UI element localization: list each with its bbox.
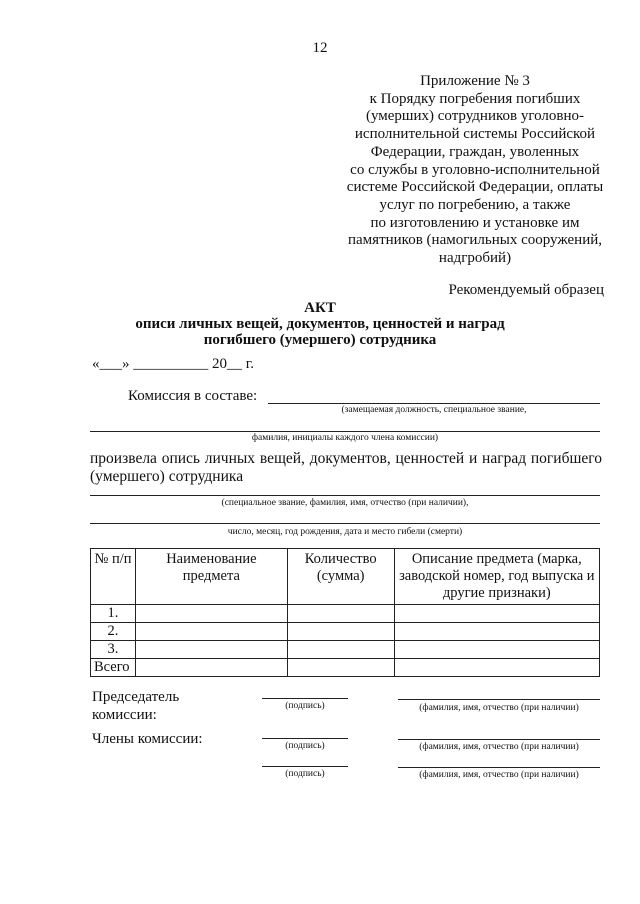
employee-input-line[interactable]: [90, 495, 600, 496]
commission-input-line[interactable]: [90, 431, 600, 432]
chairman-signature-line[interactable]: [262, 698, 348, 699]
appendix-line: (умерших) сотрудников уголовно-: [365, 108, 585, 125]
table-row: [91, 623, 600, 641]
row-quantity-cell[interactable]: [287, 605, 394, 623]
document-subtitle: описи личных вещей, документов, ценностей и наград: [135, 316, 505, 332]
members-label: Члены комиссии:: [92, 731, 203, 747]
commission-hint: фамилия, инициалы каждого члена комиссии): [251, 433, 439, 443]
row-item-cell[interactable]: [135, 605, 287, 623]
table-row: [91, 605, 600, 623]
member-signature-line[interactable]: [262, 766, 348, 767]
row-number: 1.: [91, 605, 136, 623]
commission-hint: (замещаемая должность, специальное звание,: [341, 405, 527, 415]
name-hint: (фамилия, имя, отчество (при наличии): [419, 742, 579, 752]
header-number: № п/п: [91, 549, 136, 605]
commission-input-line[interactable]: [268, 403, 600, 404]
total-item-cell[interactable]: [135, 659, 287, 677]
appendix-header: [330, 73, 620, 268]
inventory-table: [90, 548, 600, 677]
header-quantity: Количество (сумма): [287, 549, 394, 605]
employee-hint: (специальное звание, фамилия, имя, отчество (при наличии),: [221, 498, 469, 508]
row-number: 2.: [91, 623, 136, 641]
document-subtitle: погибшего (умершего) сотрудника: [203, 332, 437, 348]
appendix-line: со службы в уголовно-исполнительной: [350, 161, 600, 178]
total-quantity-cell[interactable]: [287, 659, 394, 677]
signature-hint: (подпись): [285, 701, 325, 711]
header-description: Описание предмета (марка, заводской номер, год выпуска и другие признаки): [394, 549, 599, 605]
page-number: 12: [312, 40, 328, 56]
commission-label: Комиссия в составе:: [128, 388, 258, 404]
member-name-line[interactable]: [398, 739, 600, 740]
row-quantity-cell[interactable]: [287, 623, 394, 641]
signature-hint: (подпись): [285, 769, 325, 779]
appendix-line: услуг по погребению, а также: [379, 196, 571, 213]
chairman-label: Председатель комиссии:: [92, 689, 180, 723]
row-item-cell[interactable]: [135, 641, 287, 659]
member-signature-line[interactable]: [262, 738, 348, 739]
inventory-statement: произвела опись личных вещей, документов, ценностей и наград погибшего (умершего) сотрудника: [90, 450, 602, 485]
appendix-line: системе Российской Федерации, оплаты: [346, 179, 604, 196]
row-number: 3.: [91, 641, 136, 659]
date-line: «___» __________ 20__ г.: [92, 356, 254, 372]
sample-label: Рекомендуемый образец: [448, 282, 604, 298]
appendix-line: Федерации, граждан, уволенных: [370, 143, 580, 160]
appendix-line: к Порядку погребения погибших: [369, 90, 581, 107]
appendix-line: Приложение № 3: [420, 73, 530, 89]
table-header-row: [91, 549, 600, 605]
row-description-cell[interactable]: [394, 605, 599, 623]
total-description-cell[interactable]: [394, 659, 599, 677]
appendix-line: исполнительной системы Российской: [354, 126, 596, 143]
appendix-line: памятников (намогильных сооружений,: [348, 232, 602, 249]
employee-input-line[interactable]: [90, 523, 600, 524]
row-description-cell[interactable]: [394, 641, 599, 659]
row-quantity-cell[interactable]: [287, 641, 394, 659]
appendix-line: по изготовлению и установке им: [370, 214, 580, 231]
document-title: АКТ: [304, 300, 336, 316]
table-total-row: [91, 659, 600, 677]
header-item-name: Наименование предмета: [135, 549, 287, 605]
chairman-name-line[interactable]: [398, 699, 600, 700]
name-hint: (фамилия, имя, отчество (при наличии): [419, 770, 579, 780]
row-description-cell[interactable]: [394, 623, 599, 641]
signature-hint: (подпись): [285, 741, 325, 751]
employee-hint: число, месяц, год рождения, дата и место гибели (смерти): [227, 527, 463, 537]
name-hint: (фамилия, имя, отчество (при наличии): [419, 703, 579, 713]
member-name-line[interactable]: [398, 767, 600, 768]
appendix-line: надгробий): [438, 250, 512, 267]
total-label: Всего: [91, 659, 136, 677]
row-item-cell[interactable]: [135, 623, 287, 641]
table-row: [91, 641, 600, 659]
